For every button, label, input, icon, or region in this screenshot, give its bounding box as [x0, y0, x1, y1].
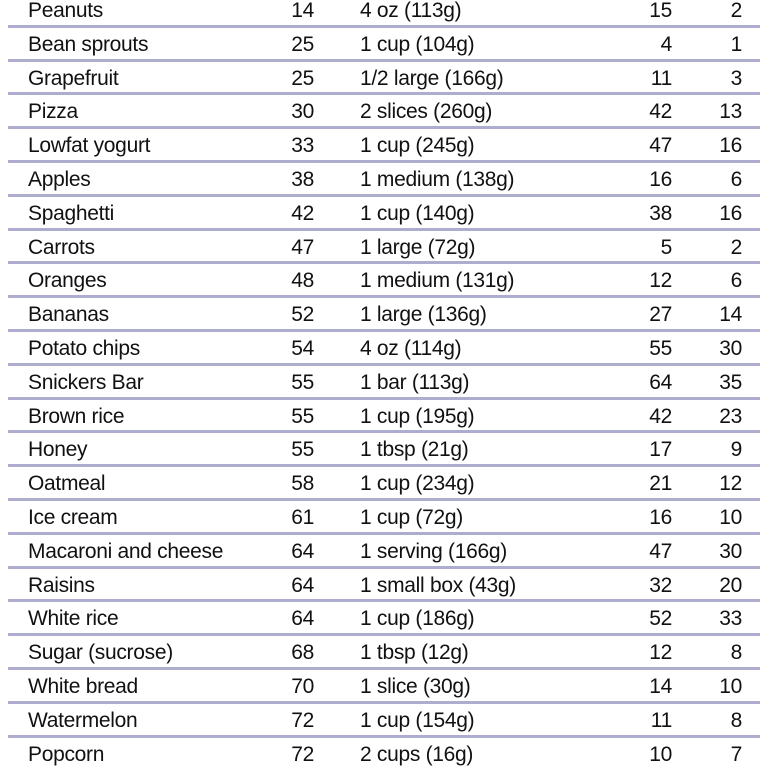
food-name-cell: Watermelon: [28, 708, 138, 732]
table-row: [0, 366, 768, 400]
serving-size-cell: 1 bar (113g): [360, 370, 470, 394]
table-row: [0, 163, 768, 197]
glycemic-index-cell: 25: [291, 66, 314, 90]
glycemic-index-cell: 42: [291, 201, 314, 225]
food-name-cell: Ice cream: [28, 505, 118, 529]
carbs-cell: 42: [649, 100, 672, 124]
glycemic-index-cell: 72: [291, 742, 314, 766]
table-row: [0, 264, 768, 298]
carbs-cell: 52: [649, 607, 672, 631]
carbs-cell: 47: [649, 539, 672, 563]
serving-size-cell: 1 cup (140g): [360, 201, 475, 225]
carbs-cell: 16: [649, 505, 672, 529]
serving-size-cell: 1 cup (72g): [360, 505, 463, 529]
serving-size-cell: 1 medium (138g): [360, 167, 515, 191]
serving-size-cell: 1 cup (154g): [360, 708, 475, 732]
glycemic-index-cell: 25: [291, 32, 314, 56]
carbs-cell: 16: [649, 167, 672, 191]
glycemic-index-cell: 64: [291, 573, 314, 597]
table-row: [0, 197, 768, 231]
glycemic-load-cell: 23: [719, 404, 742, 428]
food-name-cell: Spaghetti: [28, 201, 115, 225]
glycemic-index-cell: 72: [291, 708, 314, 732]
food-name-cell: Brown rice: [28, 404, 125, 428]
carbs-cell: 21: [649, 472, 672, 496]
carbs-cell: 14: [649, 674, 672, 698]
serving-size-cell: 2 slices (260g): [360, 100, 493, 124]
carbs-cell: 27: [649, 303, 672, 327]
glycemic-index-cell: 55: [291, 370, 314, 394]
table-row: [0, 569, 768, 603]
serving-size-cell: 1 slice (30g): [360, 674, 471, 698]
food-name-cell: White rice: [28, 607, 119, 631]
glycemic-load-cell: 8: [730, 708, 742, 732]
glycemic-index-cell: 33: [291, 134, 314, 158]
table-row: [0, 670, 768, 704]
glycemic-index-cell: 64: [291, 607, 314, 631]
table-row: [0, 95, 768, 129]
serving-size-cell: 1 large (136g): [360, 303, 487, 327]
glycemic-load-cell: 16: [719, 201, 742, 225]
food-name-cell: Grapefruit: [28, 66, 119, 90]
glycemic-index-cell: 58: [291, 472, 314, 496]
table-row: [0, 0, 768, 28]
glycemic-load-cell: 33: [719, 607, 742, 631]
serving-size-cell: 1 large (72g): [360, 235, 476, 259]
glycemic-index-cell: 55: [291, 404, 314, 428]
serving-size-cell: 2 cups (16g): [360, 742, 474, 766]
glycemic-load-cell: 30: [719, 539, 742, 563]
glycemic-load-cell: 6: [730, 167, 742, 191]
glycemic-load-cell: 35: [719, 370, 742, 394]
glycemic-load-cell: 3: [730, 66, 742, 90]
carbs-cell: 5: [660, 235, 672, 259]
glycemic-index-cell: 55: [291, 438, 314, 462]
glycemic-load-cell: 16: [719, 134, 742, 158]
table-row: [0, 231, 768, 265]
carbs-cell: 42: [649, 404, 672, 428]
glycemic-index-cell: 54: [291, 336, 314, 360]
table-row: [0, 501, 768, 535]
table-row: [0, 332, 768, 366]
serving-size-cell: 1 cup (104g): [360, 32, 475, 56]
food-name-cell: Pizza: [28, 100, 78, 124]
carbs-cell: 47: [649, 134, 672, 158]
glycemic-index-cell: 64: [291, 539, 314, 563]
carbs-cell: 12: [649, 269, 672, 293]
carbs-cell: 4: [660, 32, 672, 56]
table-row: [0, 535, 768, 569]
glycemic-index-cell: 38: [291, 167, 314, 191]
food-name-cell: Apples: [28, 167, 91, 191]
glycemic-index-cell: 47: [291, 235, 314, 259]
glycemic-load-cell: 2: [730, 0, 742, 22]
food-name-cell: Bananas: [28, 303, 109, 327]
glycemic-load-cell: 14: [719, 303, 742, 327]
serving-size-cell: 1 small box (43g): [360, 573, 516, 597]
glycemic-load-cell: 30: [719, 336, 742, 360]
glycemic-load-cell: 13: [719, 100, 742, 124]
food-name-cell: Honey: [28, 438, 88, 462]
table-row: [0, 400, 768, 434]
food-name-cell: Potato chips: [28, 336, 140, 360]
serving-size-cell: 1/2 large (166g): [360, 66, 504, 90]
food-name-cell: Raisins: [28, 573, 95, 597]
glycemic-load-cell: 7: [730, 742, 742, 766]
serving-size-cell: 1 cup (234g): [360, 472, 475, 496]
food-name-cell: Macaroni and cheese: [28, 539, 224, 563]
serving-size-cell: 1 cup (195g): [360, 404, 475, 428]
carbs-cell: 38: [649, 201, 672, 225]
carbs-cell: 64: [649, 370, 672, 394]
serving-size-cell: 4 oz (113g): [360, 0, 462, 22]
carbs-cell: 15: [649, 0, 672, 22]
carbs-cell: 11: [650, 66, 672, 90]
carbs-cell: 11: [650, 708, 672, 732]
carbs-cell: 55: [649, 336, 672, 360]
glycemic-load-cell: 10: [719, 674, 742, 698]
glycemic-index-cell: 14: [291, 0, 314, 22]
glycemic-load-cell: 1: [730, 32, 742, 56]
table-row: [0, 704, 768, 738]
food-name-cell: Oatmeal: [28, 472, 106, 496]
glycemic-load-cell: 20: [719, 573, 742, 597]
serving-size-cell: 4 oz (114g): [360, 336, 462, 360]
table-row: [0, 129, 768, 163]
serving-size-cell: 1 cup (186g): [360, 607, 475, 631]
table-row: [0, 738, 768, 771]
table-row: [0, 433, 768, 467]
glycemic-load-cell: 12: [719, 472, 742, 496]
food-name-cell: Carrots: [28, 235, 95, 259]
glycemic-load-cell: 9: [730, 438, 742, 462]
table-row: [0, 467, 768, 501]
food-name-cell: Popcorn: [28, 742, 105, 766]
food-name-cell: Lowfat yogurt: [28, 134, 151, 158]
table-row: [0, 298, 768, 332]
serving-size-cell: 1 tbsp (21g): [360, 438, 469, 462]
table-row: [0, 602, 768, 636]
glycemic-index-cell: 52: [291, 303, 314, 327]
glycemic-load-cell: 10: [719, 505, 742, 529]
carbs-cell: 32: [649, 573, 672, 597]
food-name-cell: Peanuts: [28, 0, 103, 22]
glycemic-load-cell: 2: [730, 235, 742, 259]
serving-size-cell: 1 medium (131g): [360, 269, 515, 293]
carbs-cell: 10: [649, 742, 672, 766]
food-name-cell: White bread: [28, 674, 138, 698]
glycemic-index-cell: 68: [291, 641, 314, 665]
carbs-cell: 12: [649, 641, 672, 665]
food-name-cell: Bean sprouts: [28, 32, 149, 56]
glycemic-load-cell: 8: [730, 641, 742, 665]
glycemic-index-cell: 30: [291, 100, 314, 124]
glycemic-load-cell: 6: [730, 269, 742, 293]
glycemic-index-cell: 61: [291, 505, 314, 529]
table-row: [0, 28, 768, 62]
serving-size-cell: 1 serving (166g): [360, 539, 507, 563]
food-name-cell: Sugar (sucrose): [28, 641, 173, 665]
glycemic-index-cell: 48: [291, 269, 314, 293]
serving-size-cell: 1 tbsp (12g): [360, 641, 469, 665]
table-row: [0, 62, 768, 96]
glycemic-index-cell: 70: [291, 674, 314, 698]
food-name-cell: Oranges: [28, 269, 107, 293]
table-row: [0, 636, 768, 670]
serving-size-cell: 1 cup (245g): [360, 134, 475, 158]
food-name-cell: Snickers Bar: [28, 370, 144, 394]
carbs-cell: 17: [649, 438, 672, 462]
